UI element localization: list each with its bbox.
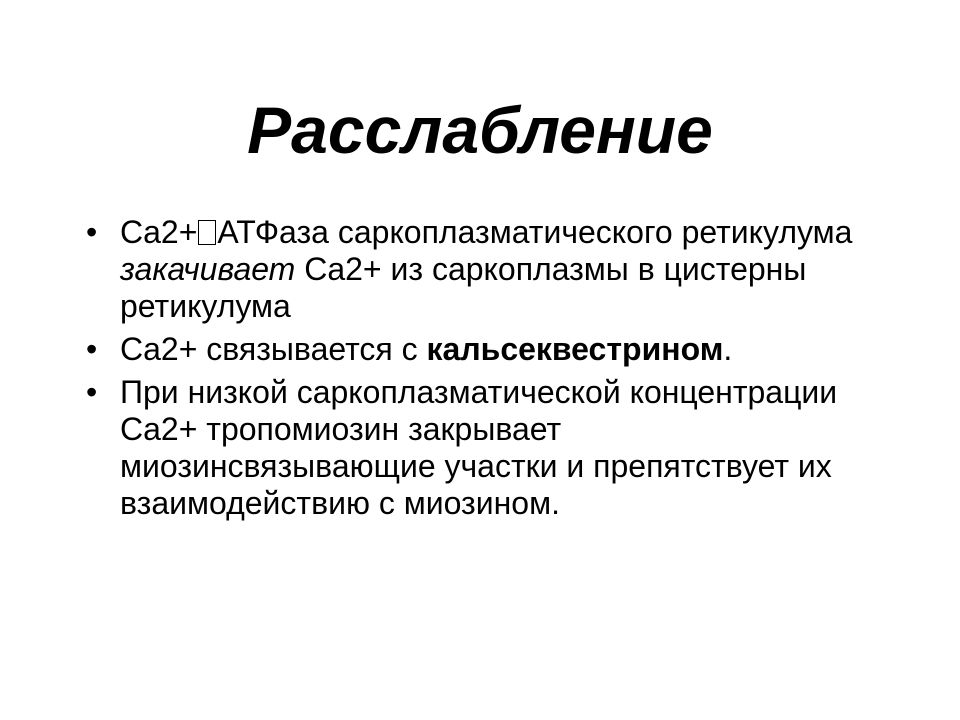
bullet-text-segment: Ca2+ из саркоплазмы в цистерны ретикулума — [120, 251, 807, 324]
bullet-text-bold: кальсеквестрином — [426, 331, 724, 367]
missing-glyph-box — [198, 220, 216, 245]
bullet-dot: • — [86, 374, 98, 410]
bullet-text — [120, 214, 852, 324]
bullet-text-segment: Ca2+ — [120, 214, 198, 250]
bullet-text: При низкой саркоплазматической концентрации Ca2+ тропомиозин закрывает миозинсвязывающие участки и препятствует их взаимодействию с миозином. — [120, 374, 838, 521]
bullet-text-italic: закачивает — [120, 251, 296, 287]
bullet-text — [120, 331, 732, 367]
bullet-text-segment: АТФаза саркоплазматического ретикулума — [217, 214, 853, 250]
bullet-list — [82, 214, 882, 528]
bullet-text-segment: . — [723, 331, 733, 367]
bullet-text-segment: Ca2+ связывается с — [120, 331, 427, 367]
bullet-item — [82, 214, 882, 325]
bullet-item — [82, 374, 882, 522]
bullet-item — [82, 331, 882, 368]
bullet-dot: • — [86, 214, 98, 250]
slide-title: Расслабление — [247, 93, 713, 167]
bullet-dot: • — [86, 331, 98, 367]
